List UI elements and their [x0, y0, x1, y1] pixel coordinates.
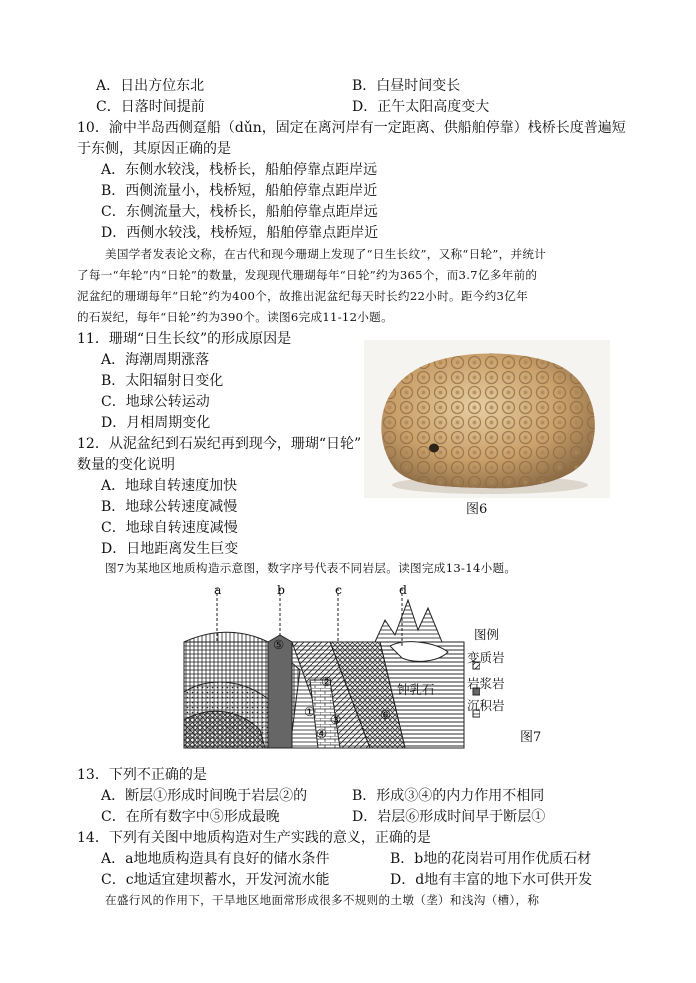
q12-option-b: B．地球公转速度减慢	[101, 499, 238, 515]
fig7-legend-metamorphic: 变质岩	[467, 650, 505, 665]
q11-option-b: B．太阳辐射日变化	[101, 373, 224, 389]
fig7-layer-4: ④	[316, 726, 328, 741]
fig7-label-c: c	[335, 582, 343, 597]
fig7-label-d: d	[399, 582, 408, 597]
passage2: 图7为某地区地质构造示意图，数字序号代表不同岩层。读图完成13-14小题。	[105, 561, 517, 575]
q10-stem-line2: 于东侧，其原因正确的是	[77, 141, 231, 157]
fig7-label-a: a	[214, 582, 222, 597]
q9-option-b: B．白昼时间变长	[352, 78, 461, 94]
q10-stem-line1: 10．渝中半岛西侧趸船（dǔn，固定在离河岸有一定距离、供船舶停靠）栈桥长度普遍短	[77, 120, 626, 136]
q14-option-c: C．c地适宜建坝蓄水，开发河流水能	[101, 872, 330, 888]
fig7-layer-6: ⑥	[380, 707, 392, 722]
q12-option-d: D．日地距离发生巨变	[101, 541, 239, 557]
q13-option-a: A．断层①形成时间晚于岩层②的	[101, 788, 308, 804]
passage1-line2: 了每一“年轮”内“日轮”的数量，发现现代珊瑚每年“日轮”约为365个，而3.7亿多年前的	[77, 268, 538, 282]
q12-option-a: A．地球自转速度加快	[101, 478, 238, 494]
fig7-layer-3: ③	[330, 712, 342, 727]
q14-option-b: B．b地的花岗岩可用作优质石材	[390, 851, 592, 867]
q11-stem: 11．珊瑚“日生长纹”的形成原因是	[77, 331, 292, 347]
q13-option-b: B．形成③④的内力作用不相同	[352, 788, 545, 804]
fig7-legend-title: 图例	[474, 627, 500, 642]
q10-option-d: D．西侧水较浅，栈桥短，船舶停靠点距岸近	[101, 225, 379, 241]
q12-option-c: C．地球自转速度减慢	[101, 520, 238, 536]
q9-option-c: C．日落时间提前	[96, 99, 205, 115]
q13-option-d: D．岩层⑥形成时间早于断层①	[352, 809, 546, 825]
q10-option-a: A．东侧水较浅，栈桥长，船舶停靠点距岸远	[101, 162, 378, 178]
fig7-legend-sedimentary: 沉积岩	[467, 698, 505, 713]
q11-option-c: C．地球公转运动	[101, 394, 210, 410]
coral-fossil-image	[364, 340, 610, 498]
q9-option-d: D．正午太阳高度变大	[352, 99, 490, 115]
q14-option-d: D．d地有丰富的地下水可供开发	[390, 872, 593, 888]
q13-option-c: C．在所有数字中⑤形成最晚	[101, 809, 280, 825]
q14-option-a: A．a地地质构造具有良好的储水条件	[101, 851, 330, 867]
fig7-layer-2: ②	[321, 674, 333, 689]
figure6-caption: 图6	[466, 502, 488, 517]
q10-option-c: C．东侧流量大，栈桥长，船舶停靠点距岸远	[101, 204, 378, 220]
q10-option-b: B．西侧流量小，栈桥短，船舶停靠点距岸近	[101, 183, 378, 199]
passage1-line3: 泥盆纪的珊瑚每年“日轮”约为400个，故推出泥盆纪每天时长约22小时。距今约3亿年	[77, 289, 529, 303]
fig7-cave-label: 钟乳石	[397, 682, 435, 697]
q9-option-a: A．日出方位东北	[96, 78, 205, 94]
fig7-layer-1: ①	[304, 704, 316, 719]
passage3: 在盛行风的作用下，干旱地区地面常形成很多不规则的土墩（垄）和浅沟（槽），称	[105, 893, 540, 907]
q11-option-d: D．月相周期变化	[101, 415, 211, 431]
fig7-legend-igneous: 岩浆岩	[467, 676, 505, 691]
q12-stem-line2: 数量的变化说明	[77, 457, 175, 473]
q12-stem-line1: 12．从泥盆纪到石炭纪再到现今，珊瑚“日轮”	[77, 436, 362, 452]
passage1-line4: 的石炭纪，每年“日轮”约为390个。读图6完成11-12小题。	[77, 310, 393, 324]
fig7-label-b: b	[277, 582, 286, 597]
passage1-line1: 美国学者发表论文称，在古代和现今珊瑚上发现了“日生长纹”，又称“日轮”，并统计	[105, 247, 547, 261]
figure7-caption: 图7	[520, 730, 542, 745]
q14-stem: 14．下列有关图中地质构造对生产实践的意义，正确的是	[77, 830, 431, 846]
q13-stem: 13．下列不正确的是	[77, 767, 207, 783]
fig7-layer-5: ⑤	[273, 637, 285, 652]
q11-option-a: A．海潮周期涨落	[101, 352, 210, 368]
